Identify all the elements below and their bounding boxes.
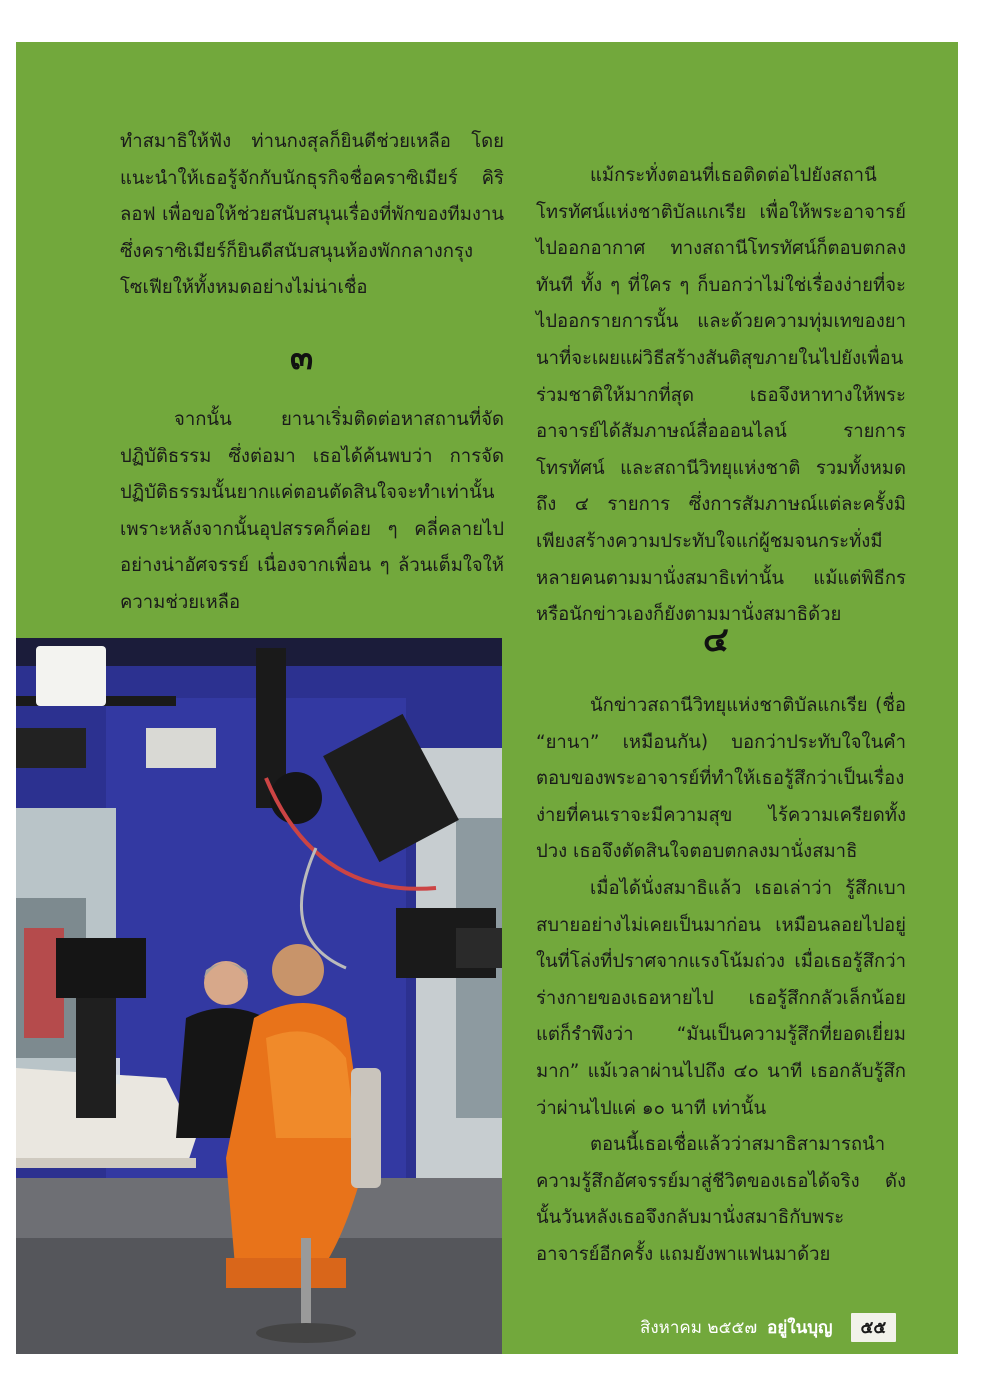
paragraph: ตอนนี้เธอเชื่อแล้วว่าสมาธิสามารถนำความรู้สึกอัศจรรย์มาสู่ชีวิตของเธอได้จริง ดังนั้นวันหลังเธอจึงกลับมานั่งสมาธิกับพระอาจารย์อีกครั้ง แถมยังพาแฟนมาด้วย bbox=[536, 1134, 906, 1265]
article-column-right-top bbox=[536, 158, 906, 634]
article-column-right-bottom bbox=[536, 688, 906, 1274]
paragraph: นักข่าวสถานีวิทยุแห่งชาติบัลแกเรีย (ชื่อ “ยานา” เหมือนกัน) บอกว่าประทับใจในคำตอบของพระอาจารย์ที่ทำให้เธอรู้สึกว่าเป็นเรื่องง่ายที่คนเราจะมีความสุข ไร้ความเครียดทั้งปวง เธอจึงตัดสินใจตอบตกลงมานั่งสมาธิ bbox=[536, 695, 906, 863]
section-number-3: ๓ bbox=[290, 338, 314, 378]
issue-date: สิงหาคม ๒๕๕๗ bbox=[640, 1317, 758, 1338]
studio-interview-photo bbox=[16, 638, 502, 1354]
page-number: ๕๕ bbox=[851, 1313, 897, 1342]
page-footer bbox=[640, 1312, 896, 1342]
paragraph: เมื่อได้นั่งสมาธิแล้ว เธอเล่าว่า รู้สึกเบาสบายอย่างไม่เคยเป็นมาก่อน เหมือนลอยไปอยู่ในที่โล่งที่ปราศจากแรงโน้มถ่วง เมื่อเธอรู้สึกว่าร่างกายของเธอหายไป เธอรู้สึกกลัวเล็กน้อย แต่ก็รำพึงว่า “มันเป็นความรู้สึกที่ยอดเยี่ยมมาก” แม้เวลาผ่านไปถึง ๔๐ นาที เธอกลับรู้สึกว่าผ่านไปแค่ ๑๐ นาที เท่านั้น bbox=[536, 877, 906, 1119]
article-column-left-mid bbox=[120, 402, 504, 622]
paragraph: แม้กระทั่งตอนที่เธอติดต่อไปยังสถานีโทรทัศน์แห่งชาติบัลแกเรีย เพื่อให้พระอาจารย์ไปออกอากาศ ทางสถานีโทรทัศน์ก็ตอบตกลงทันที ทั้ง ๆ ที่ใคร ๆ ก็บอกว่าไม่ใช่เรื่องง่ายที่จะไปออกรายการนั้น และด้วยความทุ่มเทของยานาที่จะเผยแผ่วิธีสร้างสันติสุขภายในไปยังเพื่อนร่วมชาติให้มากที่สุด เธอจึงหาทางให้พระอาจารย์ได้สัมภาษณ์สื่อออนไลน์ รายการโทรทัศน์ และสถานีวิทยุแห่งชาติ รวมทั้งหมดถึง ๔ รายการ ซึ่งการสัมภาษณ์แต่ละครั้งมิเพียงสร้างความประทับใจแก่ผู้ชมจนกระทั่งมีหลายคนตามมานั่งสมาธิเท่านั้น แม้แต่พิธีกรหรือนักข่าวเองก็ยังตามมานั่งสมาธิด้วย bbox=[536, 165, 906, 626]
paragraph: จากนั้น ยานาเริ่มติดต่อหาสถานที่จัดปฏิบัติธรรม ซึ่งต่อมา เธอได้ค้นพบว่า การจัดปฏิบัติธรรมนั้นยากแค่ตอนตัดสินใจจะทำเท่านั้น เพราะหลังจากนั้นอุปสรรคก็ค่อย ๆ คลี่คลายไปอย่างน่าอัศจรรย์ เนื่องจากเพื่อน ๆ ล้วนเต็มใจให้ความช่วยเหลือ bbox=[120, 409, 504, 613]
section-number-4: ๔ bbox=[703, 620, 729, 660]
paragraph: ทำสมาธิให้ฟัง ท่านกงสุลก็ยินดีช่วยเหลือ โดยแนะนำให้เธอรู้จักกับนักธุรกิจชื่อคราซิเมียร์ คิริลอฟ เพื่อขอให้ช่วยสนับสนุนเรื่องที่พักของทีมงาน ซึ่งคราซิเมียร์ก็ยินดีสนับสนุนห้องพักกลางกรุงโซเฟียให้ทั้งหมดอย่างไม่น่าเชื่อ bbox=[120, 131, 504, 299]
magazine-name: อยู่ในบุญ bbox=[767, 1317, 833, 1338]
studio-illustration bbox=[16, 638, 502, 1354]
article-column-left-top bbox=[120, 124, 504, 307]
